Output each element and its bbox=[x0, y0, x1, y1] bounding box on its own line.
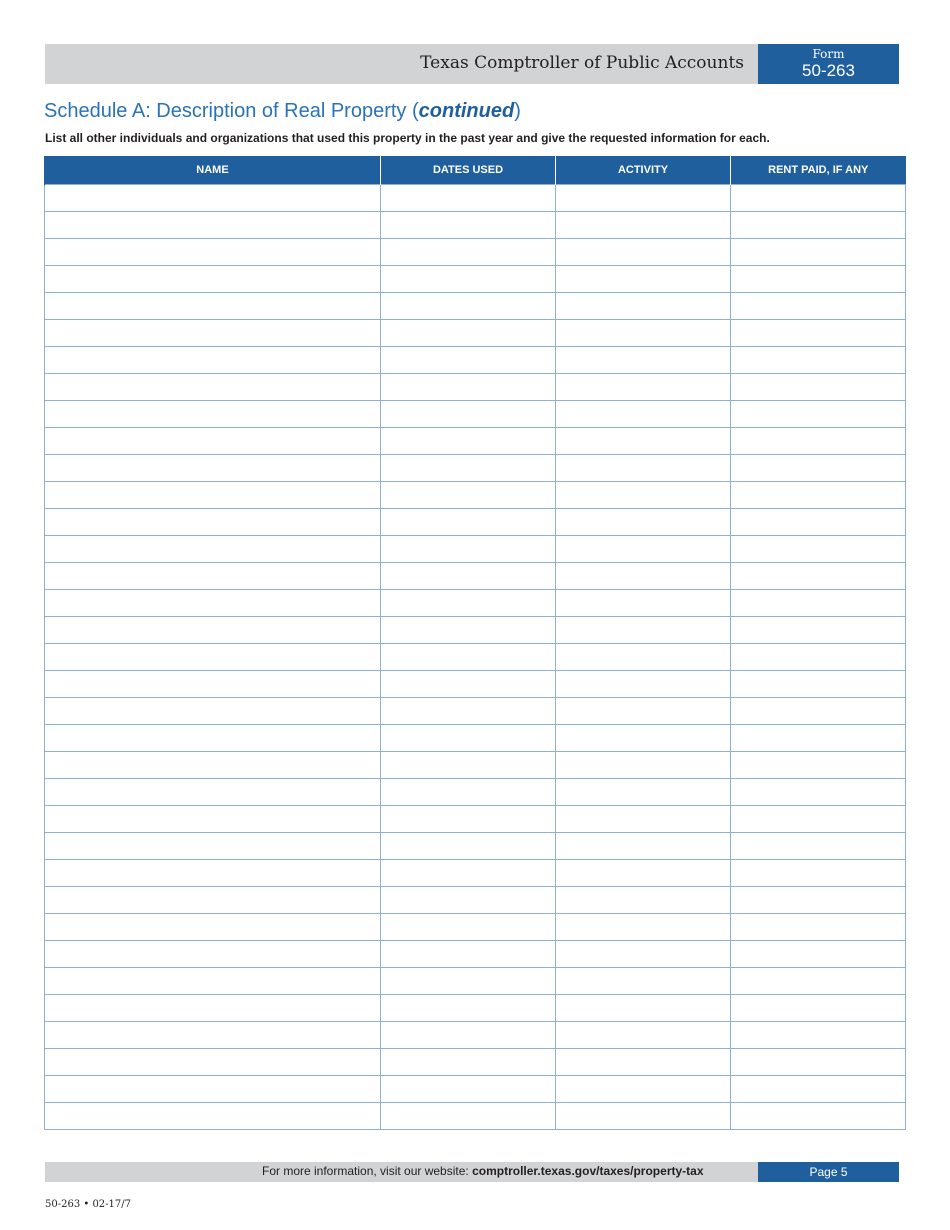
cell-rent-paid[interactable] bbox=[731, 536, 906, 563]
cell-name[interactable] bbox=[45, 239, 381, 266]
cell-dates-used[interactable] bbox=[381, 617, 556, 644]
table-row bbox=[45, 860, 906, 887]
schedule-title bbox=[44, 100, 521, 123]
cell-dates-used[interactable] bbox=[381, 644, 556, 671]
cell-activity[interactable] bbox=[556, 401, 731, 428]
cell-name[interactable] bbox=[45, 941, 381, 968]
table-row bbox=[45, 644, 906, 671]
cell-name[interactable] bbox=[45, 266, 381, 293]
cell-rent-paid[interactable] bbox=[731, 860, 906, 887]
cell-rent-paid[interactable] bbox=[731, 374, 906, 401]
cell-name[interactable] bbox=[45, 752, 381, 779]
cell-dates-used[interactable] bbox=[381, 320, 556, 347]
cell-activity[interactable] bbox=[556, 428, 731, 455]
cell-name[interactable] bbox=[45, 212, 381, 239]
table-row bbox=[45, 293, 906, 320]
cell-dates-used[interactable] bbox=[381, 725, 556, 752]
table-row bbox=[45, 536, 906, 563]
cell-name[interactable] bbox=[45, 1049, 381, 1076]
cell-name[interactable] bbox=[45, 968, 381, 995]
cell-name[interactable] bbox=[45, 806, 381, 833]
table-row bbox=[45, 428, 906, 455]
cell-activity[interactable] bbox=[556, 536, 731, 563]
cell-dates-used[interactable] bbox=[381, 941, 556, 968]
table-row bbox=[45, 1103, 906, 1130]
cell-activity[interactable] bbox=[556, 1049, 731, 1076]
cell-dates-used[interactable] bbox=[381, 509, 556, 536]
table-row bbox=[45, 563, 906, 590]
agency-name: Texas Comptroller of Public Accounts bbox=[420, 53, 744, 73]
table-row bbox=[45, 698, 906, 725]
table-row bbox=[45, 509, 906, 536]
cell-dates-used[interactable] bbox=[381, 860, 556, 887]
cell-activity[interactable] bbox=[556, 1076, 731, 1103]
cell-rent-paid[interactable] bbox=[731, 887, 906, 914]
cell-dates-used[interactable] bbox=[381, 590, 556, 617]
cell-name[interactable] bbox=[45, 401, 381, 428]
cell-activity[interactable] bbox=[556, 779, 731, 806]
table-row bbox=[45, 617, 906, 644]
cell-name[interactable] bbox=[45, 1076, 381, 1103]
cell-dates-used[interactable] bbox=[381, 455, 556, 482]
column-header-dates-used: DATES USED bbox=[381, 156, 556, 185]
cell-name[interactable] bbox=[45, 563, 381, 590]
table-row bbox=[45, 914, 906, 941]
cell-rent-paid[interactable] bbox=[731, 293, 906, 320]
cell-name[interactable] bbox=[45, 725, 381, 752]
footer-info-text: For more information, visit our website: bbox=[262, 1164, 473, 1178]
cell-dates-used[interactable] bbox=[381, 671, 556, 698]
cell-name[interactable] bbox=[45, 347, 381, 374]
cell-name[interactable] bbox=[45, 833, 381, 860]
cell-activity[interactable] bbox=[556, 698, 731, 725]
cell-rent-paid[interactable] bbox=[731, 914, 906, 941]
cell-name[interactable] bbox=[45, 374, 381, 401]
cell-dates-used[interactable] bbox=[381, 887, 556, 914]
cell-activity[interactable] bbox=[556, 860, 731, 887]
table-row bbox=[45, 1022, 906, 1049]
cell-rent-paid[interactable] bbox=[731, 590, 906, 617]
cell-dates-used[interactable] bbox=[381, 1049, 556, 1076]
cell-rent-paid[interactable] bbox=[731, 833, 906, 860]
cell-dates-used[interactable] bbox=[381, 752, 556, 779]
table-body bbox=[45, 185, 906, 1130]
cell-activity[interactable] bbox=[556, 482, 731, 509]
cell-dates-used[interactable] bbox=[381, 293, 556, 320]
table-row bbox=[45, 185, 906, 212]
cell-activity[interactable] bbox=[556, 941, 731, 968]
cell-name[interactable] bbox=[45, 698, 381, 725]
table-row bbox=[45, 806, 906, 833]
cell-name[interactable] bbox=[45, 617, 381, 644]
cell-dates-used[interactable] bbox=[381, 347, 556, 374]
cell-activity[interactable] bbox=[556, 293, 731, 320]
table-row bbox=[45, 320, 906, 347]
cell-name[interactable] bbox=[45, 644, 381, 671]
schedule-instructions: List all other individuals and organizations that used this property in the past year and give the requested information for each. bbox=[45, 131, 770, 145]
cell-dates-used[interactable] bbox=[381, 914, 556, 941]
table-row bbox=[45, 374, 906, 401]
header-bar bbox=[45, 44, 758, 84]
cell-activity[interactable] bbox=[556, 455, 731, 482]
table-row bbox=[45, 671, 906, 698]
cell-rent-paid[interactable] bbox=[731, 185, 906, 212]
cell-name[interactable] bbox=[45, 1103, 381, 1130]
cell-dates-used[interactable] bbox=[381, 698, 556, 725]
cell-dates-used[interactable] bbox=[381, 401, 556, 428]
cell-activity[interactable] bbox=[556, 995, 731, 1022]
table-row bbox=[45, 590, 906, 617]
cell-name[interactable] bbox=[45, 914, 381, 941]
cell-name[interactable] bbox=[45, 887, 381, 914]
form-revision-code: 50-263 • 02-17/7 bbox=[45, 1199, 132, 1210]
cell-rent-paid[interactable] bbox=[731, 347, 906, 374]
table-row bbox=[45, 347, 906, 374]
table-row bbox=[45, 401, 906, 428]
cell-name[interactable] bbox=[45, 671, 381, 698]
form-label: Form bbox=[812, 47, 845, 61]
cell-name[interactable] bbox=[45, 455, 381, 482]
table-row bbox=[45, 266, 906, 293]
cell-rent-paid[interactable] bbox=[731, 320, 906, 347]
cell-activity[interactable] bbox=[556, 212, 731, 239]
cell-rent-paid[interactable] bbox=[731, 698, 906, 725]
cell-dates-used[interactable] bbox=[381, 833, 556, 860]
cell-activity[interactable] bbox=[556, 671, 731, 698]
cell-activity[interactable] bbox=[556, 725, 731, 752]
page-number: Page 5 bbox=[758, 1162, 899, 1182]
cell-activity[interactable] bbox=[556, 1103, 731, 1130]
cell-rent-paid[interactable] bbox=[731, 212, 906, 239]
cell-rent-paid[interactable] bbox=[731, 995, 906, 1022]
cell-activity[interactable] bbox=[556, 914, 731, 941]
cell-activity[interactable] bbox=[556, 347, 731, 374]
cell-name[interactable] bbox=[45, 428, 381, 455]
cell-dates-used[interactable] bbox=[381, 968, 556, 995]
cell-activity[interactable] bbox=[556, 374, 731, 401]
cell-dates-used[interactable] bbox=[381, 779, 556, 806]
cell-rent-paid[interactable] bbox=[731, 509, 906, 536]
form-number-badge bbox=[758, 44, 899, 84]
footer-info bbox=[262, 1164, 704, 1178]
property-usage-table bbox=[44, 156, 906, 1130]
schedule-title-continued: continued bbox=[418, 100, 515, 122]
cell-rent-paid[interactable] bbox=[731, 1049, 906, 1076]
table-row bbox=[45, 239, 906, 266]
table-row bbox=[45, 725, 906, 752]
cell-rent-paid[interactable] bbox=[731, 563, 906, 590]
cell-dates-used[interactable] bbox=[381, 428, 556, 455]
table-row bbox=[45, 833, 906, 860]
cell-rent-paid[interactable] bbox=[731, 968, 906, 995]
cell-name[interactable] bbox=[45, 320, 381, 347]
cell-dates-used[interactable] bbox=[381, 482, 556, 509]
table-row bbox=[45, 779, 906, 806]
cell-dates-used[interactable] bbox=[381, 1103, 556, 1130]
cell-activity[interactable] bbox=[556, 752, 731, 779]
schedule-title-text: Schedule A: Description of Real Property ( bbox=[44, 100, 419, 122]
cell-rent-paid[interactable] bbox=[731, 617, 906, 644]
table-row bbox=[45, 887, 906, 914]
cell-activity[interactable] bbox=[556, 509, 731, 536]
cell-rent-paid[interactable] bbox=[731, 1103, 906, 1130]
table-row bbox=[45, 752, 906, 779]
cell-rent-paid[interactable] bbox=[731, 401, 906, 428]
cell-rent-paid[interactable] bbox=[731, 671, 906, 698]
cell-activity[interactable] bbox=[556, 185, 731, 212]
table-row bbox=[45, 1049, 906, 1076]
cell-rent-paid[interactable] bbox=[731, 1076, 906, 1103]
table-row bbox=[45, 455, 906, 482]
table-row bbox=[45, 1076, 906, 1103]
cell-activity[interactable] bbox=[556, 239, 731, 266]
cell-activity[interactable] bbox=[556, 968, 731, 995]
cell-rent-paid[interactable] bbox=[731, 482, 906, 509]
table-row bbox=[45, 941, 906, 968]
cell-name[interactable] bbox=[45, 590, 381, 617]
table-row bbox=[45, 212, 906, 239]
cell-rent-paid[interactable] bbox=[731, 725, 906, 752]
cell-rent-paid[interactable] bbox=[731, 266, 906, 293]
cell-dates-used[interactable] bbox=[381, 1076, 556, 1103]
cell-name[interactable] bbox=[45, 860, 381, 887]
cell-activity[interactable] bbox=[556, 590, 731, 617]
form-number: 50-263 bbox=[802, 61, 855, 80]
cell-rent-paid[interactable] bbox=[731, 455, 906, 482]
column-header-name: NAME bbox=[45, 156, 381, 185]
cell-rent-paid[interactable] bbox=[731, 239, 906, 266]
cell-activity[interactable] bbox=[556, 1022, 731, 1049]
cell-name[interactable] bbox=[45, 536, 381, 563]
cell-dates-used[interactable] bbox=[381, 563, 556, 590]
cell-activity[interactable] bbox=[556, 833, 731, 860]
table-header-row bbox=[45, 156, 906, 185]
cell-name[interactable] bbox=[45, 1022, 381, 1049]
table-row bbox=[45, 482, 906, 509]
cell-dates-used[interactable] bbox=[381, 1022, 556, 1049]
cell-dates-used[interactable] bbox=[381, 536, 556, 563]
cell-dates-used[interactable] bbox=[381, 374, 556, 401]
cell-activity[interactable] bbox=[556, 266, 731, 293]
cell-activity[interactable] bbox=[556, 563, 731, 590]
cell-name[interactable] bbox=[45, 779, 381, 806]
cell-activity[interactable] bbox=[556, 806, 731, 833]
cell-activity[interactable] bbox=[556, 617, 731, 644]
cell-dates-used[interactable] bbox=[381, 239, 556, 266]
cell-dates-used[interactable] bbox=[381, 806, 556, 833]
footer-bar bbox=[45, 1162, 758, 1182]
cell-name[interactable] bbox=[45, 185, 381, 212]
cell-rent-paid[interactable] bbox=[731, 428, 906, 455]
cell-rent-paid[interactable] bbox=[731, 644, 906, 671]
cell-name[interactable] bbox=[45, 482, 381, 509]
column-header-activity: ACTIVITY bbox=[556, 156, 731, 185]
table-row bbox=[45, 995, 906, 1022]
cell-dates-used[interactable] bbox=[381, 995, 556, 1022]
cell-dates-used[interactable] bbox=[381, 212, 556, 239]
cell-rent-paid[interactable] bbox=[731, 1022, 906, 1049]
cell-rent-paid[interactable] bbox=[731, 806, 906, 833]
cell-name[interactable] bbox=[45, 293, 381, 320]
website-link[interactable]: comptroller.texas.gov/taxes/property-tax bbox=[472, 1164, 704, 1178]
cell-rent-paid[interactable] bbox=[731, 752, 906, 779]
cell-activity[interactable] bbox=[556, 644, 731, 671]
cell-activity[interactable] bbox=[556, 887, 731, 914]
table-row bbox=[45, 968, 906, 995]
cell-dates-used[interactable] bbox=[381, 266, 556, 293]
cell-dates-used[interactable] bbox=[381, 185, 556, 212]
cell-name[interactable] bbox=[45, 995, 381, 1022]
column-header-rent-paid: RENT PAID, IF ANY bbox=[731, 156, 906, 185]
schedule-title-close: ) bbox=[514, 100, 521, 122]
cell-rent-paid[interactable] bbox=[731, 941, 906, 968]
cell-name[interactable] bbox=[45, 509, 381, 536]
cell-activity[interactable] bbox=[556, 320, 731, 347]
cell-rent-paid[interactable] bbox=[731, 779, 906, 806]
